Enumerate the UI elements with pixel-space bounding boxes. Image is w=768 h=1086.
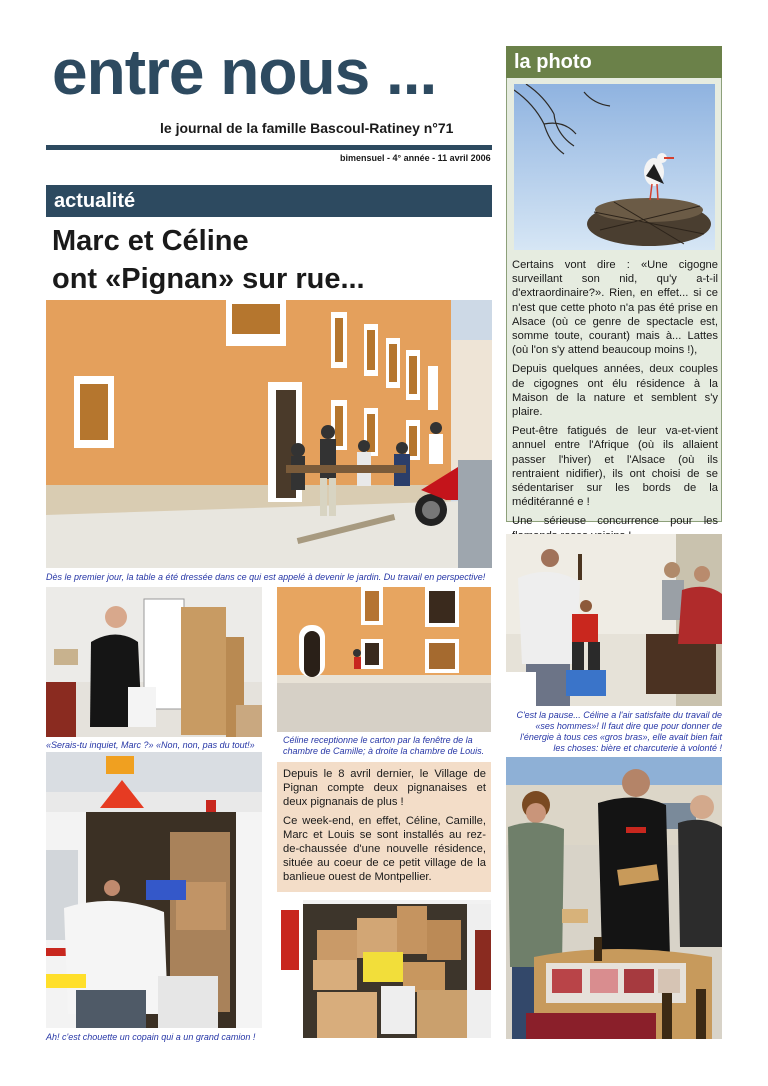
photo-truck-unloading <box>46 752 262 1028</box>
photo-paragraph-1: Certains vont dire : «Une cigogne surveillant son nid, qu'y a-t-il d'extraordinaire?». Rien, en effet... si ce n'est que cette photo n'a pas été prise en Alsace (où ce genre de spectacle est, somme toute, courant) mais à... Lattes (où l'on s'y attend beaucoup moins !), <box>512 259 718 357</box>
story-text <box>283 767 486 889</box>
dateline: bimensuel - 4° année - 11 avril 2006 <box>340 153 491 163</box>
photo-van-boxes <box>277 900 491 1038</box>
caption-pause: C'est la pause... Céline a l'air satisfaite du travail de «ses hommes»! Il faut dire que pour donner de l'énergie à tous ces «gros bras», elle avait bien fait les choses: bière et charcuterie à volonté ! <box>516 710 722 753</box>
caption-camion: Ah! c'est chouette un copain qui a un grand camion ! <box>46 1032 256 1042</box>
pause-beer-image <box>506 534 722 706</box>
photo-paragraph-4: Une sérieuse concurrence pour les <box>512 515 718 528</box>
section-bar-la-photo: la photo <box>506 46 722 78</box>
story-paragraph-2: Ce week-end, en effet, Céline, Camille, Marc et Louis se sont installés au rez-de-chaussée d'une nouvelle résidence, située au coeur de ce petit village de la banlieue ouest de Montpellier. <box>283 814 486 884</box>
headline <box>52 222 492 298</box>
van-boxes-image <box>277 900 491 1038</box>
photo-paragraph-2: Depuis quelques années, deux couples de cigognes ont élu résidence à la Maison de la nature et semblent s'y plaire. <box>512 363 718 419</box>
photo-marc-indoors <box>46 587 262 737</box>
photo-box-text <box>512 258 718 548</box>
marc-indoors-image <box>46 587 262 737</box>
caption-window: Céline receptionne le carton par la fenêtre de la chambre de Camille; à droite la chambre de Louis. <box>283 735 485 756</box>
photo-charcuterie <box>506 757 722 1039</box>
story-paragraph-1: Depuis le 8 avril dernier, le Village de Pignan compte deux pignanaises et deux pignanais de plus ! <box>283 768 486 809</box>
headline-line-2: ont «Pignan» sur rue... <box>52 263 365 295</box>
caption-marc: «Serais-tu inquiet, Marc ?» «Non, non, pas du tout!» <box>46 740 255 750</box>
masthead-subtitle: le journal de la famille Bascoul-Ratiney n°71 <box>160 120 454 136</box>
photo-pause-beer <box>506 534 722 706</box>
building-window-image <box>277 587 491 732</box>
caption-main: Dès le premier jour, la table a été dressée dans ce qui est appelé à devenir le jardin. Du travail en perspective! <box>46 572 486 582</box>
photo-building-window <box>277 587 491 732</box>
building-courtyard-image <box>46 300 492 568</box>
photo-building-courtyard <box>46 300 492 568</box>
photo-paragraph-3: Peut-être fatigués de leur va-et-vient annuel entre l'Afrique (où ils allaient passer l'hiver) et l'Alsace (où ils rentraient nidifier), ils ont choisi de se sédentariser sur les bords de la méditéranné e ! <box>512 425 718 509</box>
section-bar-actualite: actualité <box>46 185 492 217</box>
charcuterie-image <box>506 757 722 1039</box>
stork-nest-image <box>514 84 715 250</box>
masthead-title: entre nous ... <box>52 36 437 108</box>
headline-line-1: Marc et Céline <box>52 225 249 257</box>
truck-unloading-image <box>46 752 262 1028</box>
photo-stork-nest <box>514 84 715 250</box>
masthead-rule <box>46 145 492 150</box>
